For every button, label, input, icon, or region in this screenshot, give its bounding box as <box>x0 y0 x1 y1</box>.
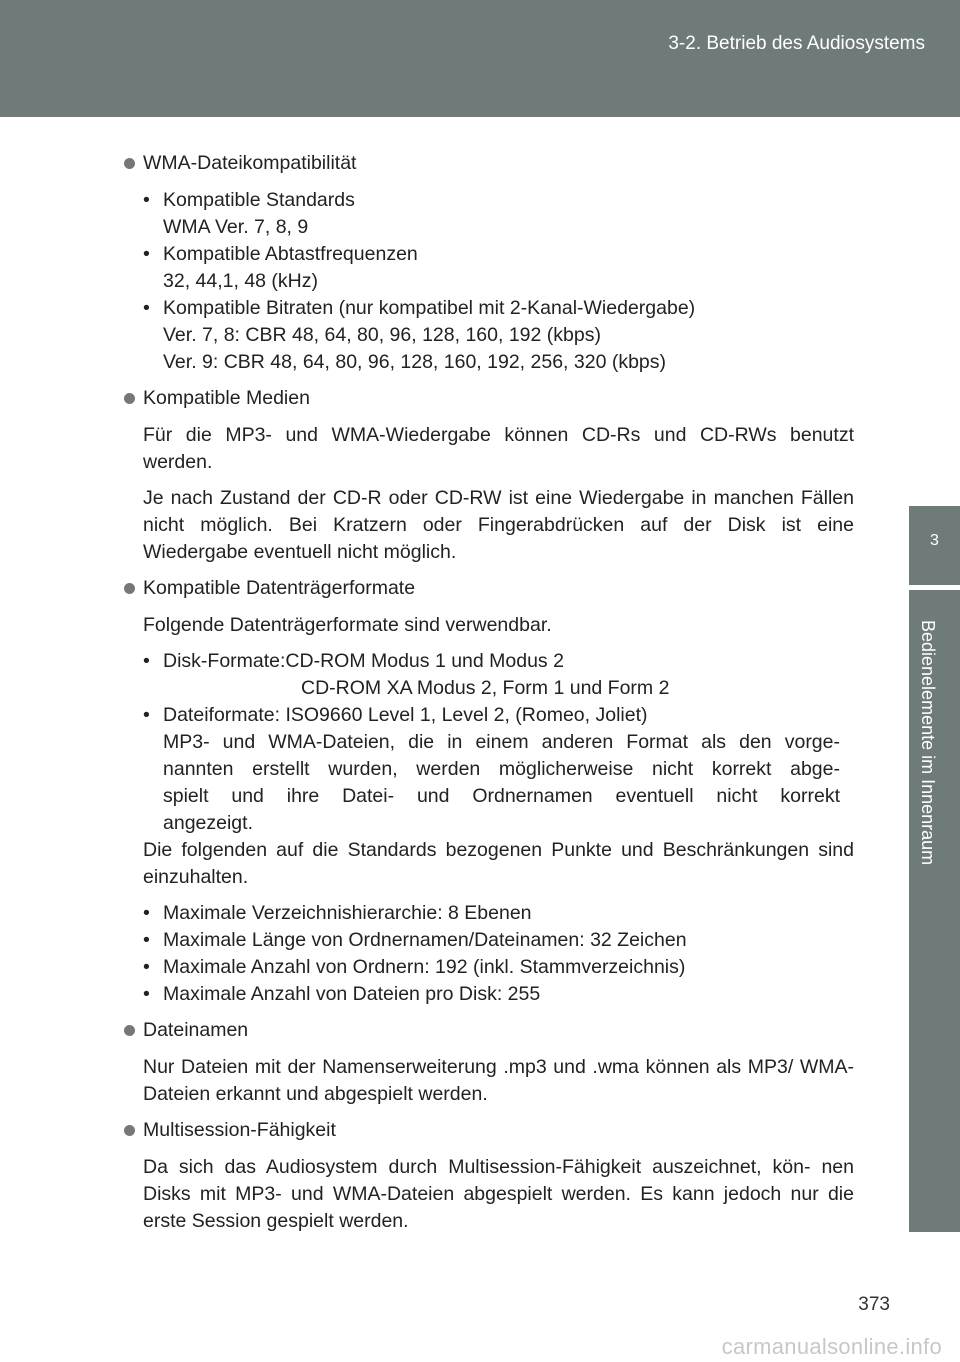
section-media <box>122 385 854 566</box>
bullet-dot-icon <box>124 1025 135 1036</box>
page-content <box>122 150 854 1244</box>
chapter-tab <box>909 506 960 585</box>
chapter-label: Bedienelemente im Innenraum <box>918 620 938 866</box>
chapter-number: 3 <box>930 532 939 549</box>
wma-list <box>143 187 854 376</box>
paragraph: Da sich das Audiosystem durch Multisession-Fähigkeit auszeichnet, kön- nen Disks mit MP3- und WMA-Dateien abgespielt werden. Es kann jedoch nur die erste Session gespielt werden. <box>143 1156 854 1232</box>
list-item: • Maximale Anzahl von Ordnern: 192 (inkl. Stammverzeichnis) <box>143 956 686 978</box>
list-item: • Maximale Länge von Ordnernamen/Dateinamen: 32 Zeichen <box>143 929 687 951</box>
paragraph: Die folgenden auf die Standards bezogenen Punkte und Beschränkungen sind einzuhalten. <box>143 839 854 888</box>
section-heading: WMA-Dateikompatibilität <box>122 150 854 177</box>
bullet-dot-icon <box>124 393 135 404</box>
section-formats <box>122 575 854 1008</box>
list-item: • Kompatible Abtastfrequenzen 32, 44,1, 48 (kHz) <box>143 243 418 292</box>
list-item: • Disk-Formate:CD-ROM Modus 1 und Modus 2 CD-ROM XA Modus 2, Form 1 und Form 2 <box>143 650 670 699</box>
page-number: 373 <box>858 1294 890 1315</box>
list-item: • Kompatible Bitraten (nur kompatibel mit 2-Kanal-Wiedergabe) Ver. 7, 8: CBR 48, 64, 80, 96, 128, 160, 192 (kbps) Ver. 9: CBR 48, 64, 80, 96, 128, 160, 192, 256, 320 (kbps) <box>143 297 696 373</box>
paragraph: Folgende Datenträgerformate sind verwendbar. <box>143 614 552 636</box>
bullet-dot-icon <box>124 158 135 169</box>
paragraph: Für die MP3- und WMA-Wiedergabe können CD-Rs und CD-RWs benutzt werden. <box>143 424 854 473</box>
chapter-label-tab <box>909 590 960 1232</box>
section-heading: Multisession-Fähigkeit <box>122 1117 854 1144</box>
section-multisession <box>122 1117 854 1235</box>
section-title: 3-2. Betrieb des Audiosystems <box>668 33 925 54</box>
limits-list <box>143 900 854 1008</box>
list-item: • Dateiformate: ISO9660 Level 1, Level 2, (Romeo, Joliet) MP3- und WMA-Dateien, die in einem anderen Format als den vorge- nannten erstellt wurden, werden möglicherweise nicht korrekt abge- spielt und ihre Datei- und Ordnernamen eventuell nicht korrekt angezeigt. <box>143 704 840 834</box>
list-item: • Maximale Verzeichnishierarchie: 8 Ebenen <box>143 902 532 924</box>
list-item: • Maximale Anzahl von Dateien pro Disk: 255 <box>143 983 541 1005</box>
list-item: • Kompatible Standards WMA Ver. 7, 8, 9 <box>143 189 355 238</box>
section-heading: Dateinamen <box>122 1017 854 1044</box>
section-filenames <box>122 1017 854 1108</box>
bullet-dot-icon <box>124 1125 135 1136</box>
paragraph: Je nach Zustand der CD-R oder CD-RW ist eine Wiedergabe in manchen Fällen nicht möglich. Bei Kratzern oder Fingerabdrücken auf der Disk ist eine Wiedergabe eventuell nicht möglich. <box>143 487 854 563</box>
bullet-dot-icon <box>124 583 135 594</box>
formats-list <box>143 648 854 837</box>
watermark: carmanualsonline.info <box>721 1334 942 1359</box>
section-heading: Kompatible Datenträgerformate <box>122 575 854 602</box>
page-header <box>0 0 960 117</box>
section-wma <box>122 150 854 376</box>
section-heading: Kompatible Medien <box>122 385 854 412</box>
paragraph: Nur Dateien mit der Namenserweiterung .mp3 und .wma können als MP3/ WMA-Dateien erkannt und abgespielt werden. <box>143 1056 854 1105</box>
